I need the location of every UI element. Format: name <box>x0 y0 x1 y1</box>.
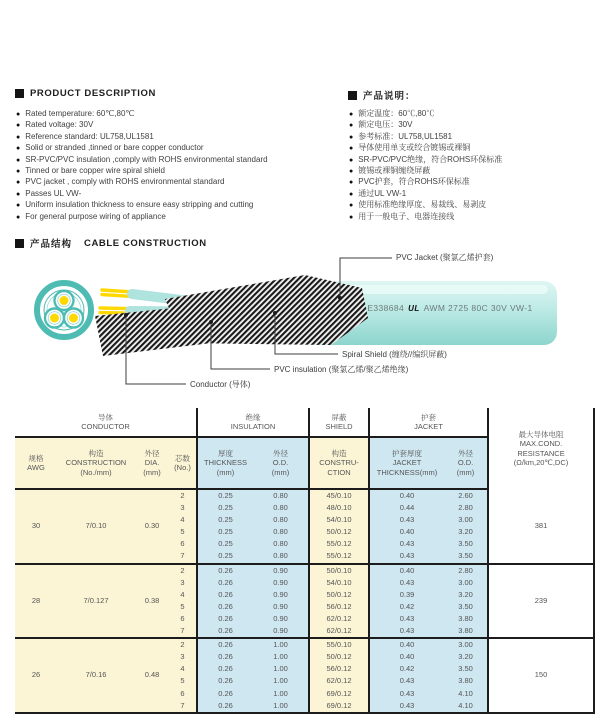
insulation-thickness-cell: 0.25 <box>197 550 253 563</box>
shield-construction-cell: 50/0.12 <box>309 526 369 538</box>
bullet-item <box>349 200 594 211</box>
bullet-icon: ● <box>16 202 21 210</box>
insulation-thickness-cell: 0.26 <box>197 601 253 613</box>
cores-cell: 2 <box>169 489 197 502</box>
jacket-od-cell: 3.00 <box>444 514 488 526</box>
bullet-icon: ● <box>349 145 354 153</box>
bullet-text: For general purpose wiring of appliance <box>25 211 166 221</box>
bullet-item <box>349 120 594 131</box>
bullet-icon: ● <box>349 168 354 176</box>
cores-cell: 6 <box>169 613 197 625</box>
jacket-od-cell: 3.80 <box>444 675 488 687</box>
product-notes-heading <box>348 88 416 102</box>
column-header <box>444 437 488 489</box>
insulation-label: PVC insulation (聚氯乙烯/聚乙烯绝缘) <box>274 365 409 374</box>
jacket-thickness-cell: 0.43 <box>369 688 444 700</box>
resistance-cell: 381 <box>488 489 594 564</box>
bullet-text: 镀锡或裸铜缠绕屏蔽 <box>358 166 431 176</box>
bullet-text: SR-PVC/PVC绝缘，符合ROHS环保标准 <box>358 154 503 164</box>
header-line: 导体 <box>98 412 113 422</box>
cores-cell: 4 <box>169 514 197 526</box>
bullet-icon: ● <box>349 122 354 130</box>
spec-table-head <box>15 408 594 489</box>
header-line: 构造 <box>88 448 104 458</box>
product-notes-list <box>349 109 594 223</box>
insulation-thickness-cell: 0.25 <box>197 526 253 538</box>
header-line: CONSTRUCTION <box>65 458 127 468</box>
shield-construction-cell: 48/0.10 <box>309 502 369 514</box>
insulation-thickness-cell: 0.25 <box>197 502 253 514</box>
cores-cell: 2 <box>169 564 197 577</box>
column-group-header <box>15 408 197 437</box>
bullet-item <box>349 132 594 143</box>
bullet-item <box>16 166 346 177</box>
cable-diagram-art <box>0 248 603 400</box>
section-marker-icon <box>15 89 24 98</box>
header-line: 外径 <box>144 448 160 458</box>
cores-cell: 3 <box>169 502 197 514</box>
jacket-thickness-cell: 0.43 <box>369 613 444 625</box>
jacket-od-cell: 2.80 <box>444 502 488 514</box>
bullet-text: PVC护套，符合ROHS环保标准 <box>358 177 470 187</box>
header-line: SHIELD <box>325 422 353 431</box>
insulation-thickness-cell: 0.26 <box>197 589 253 601</box>
cores-cell: 6 <box>169 538 197 550</box>
bullet-text: 参考标准：UL758,UL1581 <box>358 131 453 141</box>
bullet-icon: ● <box>16 122 21 130</box>
jacket-thickness-cell: 0.43 <box>369 700 444 713</box>
shield-construction-cell: 50/0.10 <box>309 564 369 577</box>
bullet-item <box>16 212 346 223</box>
table-row <box>15 489 594 502</box>
bullet-text: 使用标准绝缘厚度、易裁线、易剥皮 <box>358 200 487 210</box>
bullet-item <box>349 109 594 120</box>
header-line: (Ω/km,20℃,DC) <box>513 458 569 467</box>
bullet-text: Tinned or bare copper wire spiral shield <box>25 166 166 176</box>
insulation-thickness-cell: 0.26 <box>197 663 253 675</box>
jacket-od-cell: 3.50 <box>444 601 488 613</box>
column-group-header <box>369 408 488 437</box>
product-description-title: PRODUCT DESCRIPTION <box>30 88 156 99</box>
shield-construction-cell: 62/0.12 <box>309 613 369 625</box>
jacket-thickness-cell: 0.40 <box>369 638 444 651</box>
jacket-od-cell: 3.20 <box>444 589 488 601</box>
bullet-item <box>16 132 346 143</box>
spiral-shield <box>165 275 368 345</box>
jacket-od-cell: 3.50 <box>444 550 488 563</box>
jacket-od-cell: 2.60 <box>444 489 488 502</box>
insulation-od-cell: 0.90 <box>253 577 309 589</box>
insulation-od-cell: 1.00 <box>253 638 309 651</box>
bullet-text: 用于一般电子、电器连接线 <box>358 211 455 221</box>
jacket-thickness-cell: 0.42 <box>369 663 444 675</box>
header-line: JACKET <box>392 458 422 468</box>
header-line: CONDUCTOR <box>81 422 130 431</box>
header-line: 护套厚度 <box>392 448 423 458</box>
header-line: 外径 <box>458 448 474 458</box>
header-line: INSULATION <box>230 422 276 431</box>
bullet-icon: ● <box>349 179 354 187</box>
header-line: O.D. <box>272 458 289 468</box>
shield-construction-cell: 55/0.12 <box>309 538 369 550</box>
resistance-cell: 150 <box>488 638 594 713</box>
shield-label: Spiral Shield (缠绕//编织屏蔽) <box>342 350 447 359</box>
table-row <box>15 638 594 651</box>
header-line: (mm) <box>271 467 290 477</box>
shield-construction-cell: 69/0.12 <box>309 700 369 713</box>
bullet-text: Reference standard: UL758,UL1581 <box>25 131 154 141</box>
header-line: THICKNESS <box>204 458 247 468</box>
ul-logo-icon: UL <box>408 303 420 313</box>
column-header <box>15 437 57 489</box>
column-header <box>197 437 253 489</box>
insulation-thickness-cell: 0.26 <box>197 651 253 663</box>
construction-cell: 7/0.127 <box>57 564 135 639</box>
table-row <box>15 564 594 577</box>
jacket-thickness-cell: 0.40 <box>369 489 444 502</box>
bullet-icon: ● <box>349 133 354 141</box>
shield-construction-cell: 62/0.12 <box>309 675 369 687</box>
cores-cell: 3 <box>169 577 197 589</box>
cores-cell: 5 <box>169 675 197 687</box>
insulation-od-cell: 1.00 <box>253 688 309 700</box>
jacket-od-cell: 3.20 <box>444 526 488 538</box>
bullet-item <box>349 155 594 166</box>
bullet-item <box>16 143 346 154</box>
insulation-od-cell: 0.90 <box>253 564 309 577</box>
cores-cell: 2 <box>169 638 197 651</box>
dia-cell: 0.48 <box>135 638 169 713</box>
bullet-icon: ● <box>16 145 21 153</box>
dia-cell: 0.38 <box>135 564 169 639</box>
cores-cell: 4 <box>169 663 197 675</box>
jacket-thickness-cell: 0.43 <box>369 577 444 589</box>
cores-cell: 4 <box>169 589 197 601</box>
bullet-icon: ● <box>16 133 21 141</box>
bullet-item <box>16 189 346 200</box>
bullet-icon: ● <box>349 213 354 221</box>
insulation-od-cell: 0.80 <box>253 502 309 514</box>
dia-cell: 0.30 <box>135 489 169 564</box>
jacket-od-cell: 3.20 <box>444 651 488 663</box>
header-line: 规格 <box>28 453 44 463</box>
jacket-print <box>340 303 560 313</box>
cores-cell: 7 <box>169 625 197 638</box>
insulation-thickness-cell: 0.25 <box>197 489 253 502</box>
jacket-od-cell: 2.80 <box>444 564 488 577</box>
header-line: RESISTANCE <box>517 448 565 458</box>
insulation-od-cell: 0.90 <box>253 589 309 601</box>
jacket-od-cell: 4.10 <box>444 688 488 700</box>
insulation-od-cell: 0.90 <box>253 625 309 638</box>
construction-cell: 7/0.16 <box>57 638 135 713</box>
resistance-cell: 239 <box>488 564 594 639</box>
jacket-thickness-cell: 0.43 <box>369 550 444 563</box>
column-group-header <box>197 408 309 437</box>
section-marker-icon <box>348 91 357 100</box>
shield-construction-cell: 50/0.12 <box>309 651 369 663</box>
insulation-od-cell: 0.90 <box>253 613 309 625</box>
shield-construction-cell: 54/0.10 <box>309 514 369 526</box>
header-line: CONSTRU- <box>319 458 359 468</box>
insulation-od-cell: 0.80 <box>253 550 309 563</box>
jacket-thickness-cell: 0.40 <box>369 564 444 577</box>
bullet-item <box>349 212 594 223</box>
bullet-text: Rated temperature: 60℃,80℃ <box>25 109 135 118</box>
insulation-od-cell: 1.00 <box>253 675 309 687</box>
jacket-thickness-cell: 0.43 <box>369 675 444 687</box>
column-header <box>169 437 197 489</box>
header-line: (No./mm) <box>80 467 112 477</box>
insulation-od-cell: 0.80 <box>253 514 309 526</box>
shield-construction-cell: 55/0.12 <box>309 550 369 563</box>
bullet-text: 额定温度：60℃,80℃ <box>358 109 435 118</box>
awg-cell: 26 <box>15 638 57 713</box>
product-notes-title: 产品说明： <box>363 91 416 102</box>
cores-cell: 7 <box>169 550 197 563</box>
bullet-item <box>16 120 346 131</box>
spec-table-body <box>15 489 594 713</box>
bullet-icon: ● <box>349 190 354 198</box>
bullet-text: SR-PVC/PVC insulation ,comply with ROHS environmental standard <box>25 154 268 164</box>
insulation-thickness-cell: 0.25 <box>197 514 253 526</box>
bullet-icon: ● <box>16 168 21 176</box>
cable-diagram <box>0 248 603 400</box>
jacket-thickness-cell: 0.43 <box>369 538 444 550</box>
header-line: THICKNESS(mm) <box>376 467 438 477</box>
header-line: 护套 <box>421 412 437 422</box>
cable-3d-art <box>95 275 557 356</box>
jacket-od-cell: 3.50 <box>444 663 488 675</box>
jacket-thickness-cell: 0.43 <box>369 514 444 526</box>
header-line: 厚度 <box>218 448 233 458</box>
insulation-thickness-cell: 0.26 <box>197 638 253 651</box>
header-line: JACKET <box>414 422 443 431</box>
conductor-label: Conductor (导体) <box>190 380 251 389</box>
bullet-item <box>16 200 346 211</box>
section-marker-icon <box>15 239 24 248</box>
insulation-od-cell: 1.00 <box>253 663 309 675</box>
column-header <box>369 437 444 489</box>
insulation-od-cell: 1.00 <box>253 651 309 663</box>
jacket-od-cell: 3.00 <box>444 638 488 651</box>
jacket-thickness-cell: 0.42 <box>369 601 444 613</box>
bullet-text: 额定电压：30V <box>358 120 413 130</box>
jacket-thickness-cell: 0.40 <box>369 526 444 538</box>
header-line: 最大导体电阻 <box>518 429 564 439</box>
insulation-thickness-cell: 0.25 <box>197 538 253 550</box>
shield-construction-cell: 56/0.12 <box>309 663 369 675</box>
shield-construction-cell: 69/0.12 <box>309 688 369 700</box>
spec-table <box>15 408 595 714</box>
header-line: (mm) <box>143 467 161 477</box>
construction-cell: 7/0.10 <box>57 489 135 564</box>
jacket-od-cell: 3.80 <box>444 613 488 625</box>
column-header <box>135 437 169 489</box>
bullet-item <box>16 109 346 120</box>
bullet-text: PVC jacket , comply with ROHS environmental standard <box>25 177 225 187</box>
construction-title-zh: 产品结构 <box>30 239 73 250</box>
awg-cell: 30 <box>15 489 57 564</box>
bullet-text: Rated voltage: 30V <box>25 120 94 130</box>
header-line: CTION <box>327 467 351 477</box>
insulation-od-cell: 0.80 <box>253 526 309 538</box>
bullet-icon: ● <box>16 190 21 198</box>
bullet-text: Passes UL VW- <box>25 188 82 198</box>
insulation-thickness-cell: 0.26 <box>197 675 253 687</box>
header-line: 芯数 <box>175 453 190 463</box>
header-line: (mm) <box>216 467 235 477</box>
jacket-thickness-cell: 0.40 <box>369 651 444 663</box>
awg-cell: 28 <box>15 564 57 639</box>
cores-cell: 5 <box>169 601 197 613</box>
bullet-item <box>349 177 594 188</box>
insulation-od-cell: 0.80 <box>253 489 309 502</box>
insulation-thickness-cell: 0.26 <box>197 577 253 589</box>
shield-construction-cell: 50/0.12 <box>309 589 369 601</box>
header-line: 绝缘 <box>245 412 261 422</box>
jacket-thickness-cell: 0.43 <box>369 625 444 638</box>
header-line: DIA. <box>144 458 160 468</box>
shield-construction-cell: 62/0.12 <box>309 625 369 638</box>
insulation-od-cell: 1.00 <box>253 700 309 713</box>
column-header <box>57 437 135 489</box>
bullet-icon: ● <box>16 156 21 164</box>
jacket-od-cell: 3.00 <box>444 577 488 589</box>
spec-table-wrap <box>15 408 595 714</box>
insulation-thickness-cell: 0.26 <box>197 688 253 700</box>
insulation-thickness-cell: 0.26 <box>197 564 253 577</box>
header-line: (No.) <box>174 463 191 472</box>
shield-construction-cell: 55/0.10 <box>309 638 369 651</box>
jacket-label: PVC Jacket (聚氯乙烯护套) <box>396 253 494 262</box>
header-line: 构造 <box>331 448 347 458</box>
header-line: (mm) <box>456 467 475 477</box>
bullet-item <box>349 189 594 200</box>
bullet-icon: ● <box>349 111 354 118</box>
shield-construction-cell: 56/0.12 <box>309 601 369 613</box>
bullet-item <box>349 166 594 177</box>
shield-construction-cell: 45/0.10 <box>309 489 369 502</box>
insulation-thickness-cell: 0.26 <box>197 700 253 713</box>
bullet-text: 通过UL VW-1 <box>358 188 407 198</box>
jacket-thickness-cell: 0.39 <box>369 589 444 601</box>
jacket-print-file-number: E338684 <box>367 303 405 313</box>
insulation-od-cell: 0.80 <box>253 538 309 550</box>
bullet-text: 导体使用单支或绞合镀锡或裸铜 <box>358 143 471 153</box>
jacket-print-rating: AWM 2725 80C 30V VW-1 <box>423 303 533 313</box>
jacket-od-cell: 3.80 <box>444 625 488 638</box>
bullet-icon: ● <box>349 156 354 164</box>
bullet-text: Uniform insulation thickness to ensure easy stripping and cutting <box>25 200 254 210</box>
bullet-item <box>16 177 346 188</box>
resistance-header <box>488 408 594 489</box>
bullet-icon: ● <box>16 111 21 118</box>
bullet-icon: ● <box>349 202 354 210</box>
header-line: 屏蔽 <box>331 412 347 422</box>
bullet-icon: ● <box>16 213 21 221</box>
bullet-item <box>16 155 346 166</box>
cores-cell: 3 <box>169 651 197 663</box>
cores-cell: 7 <box>169 700 197 713</box>
insulation-thickness-cell: 0.26 <box>197 613 253 625</box>
product-description-heading <box>15 88 156 99</box>
cross-section-icon <box>37 283 91 337</box>
bullet-item <box>349 143 594 154</box>
cores-cell: 5 <box>169 526 197 538</box>
insulation-od-cell: 0.90 <box>253 601 309 613</box>
column-group-header <box>309 408 369 437</box>
jacket-od-cell: 3.50 <box>444 538 488 550</box>
header-line: MAX.COND. <box>519 439 563 448</box>
column-header <box>253 437 309 489</box>
header-line: AWG <box>27 463 45 472</box>
header-line: O.D. <box>457 458 474 468</box>
header-line: 外径 <box>273 448 288 458</box>
product-description-list <box>16 109 346 223</box>
group-header-row <box>15 408 594 437</box>
construction-title-en: CABLE CONSTRUCTION <box>84 237 207 249</box>
jacket-thickness-cell: 0.44 <box>369 502 444 514</box>
column-header <box>309 437 369 489</box>
bullet-icon: ● <box>16 179 21 187</box>
shield-construction-cell: 54/0.10 <box>309 577 369 589</box>
bullet-text: Solid or stranded ,tinned or bare copper conductor <box>25 143 204 153</box>
jacket-od-cell: 4.10 <box>444 700 488 713</box>
insulation-thickness-cell: 0.26 <box>197 625 253 638</box>
cores-cell: 6 <box>169 688 197 700</box>
